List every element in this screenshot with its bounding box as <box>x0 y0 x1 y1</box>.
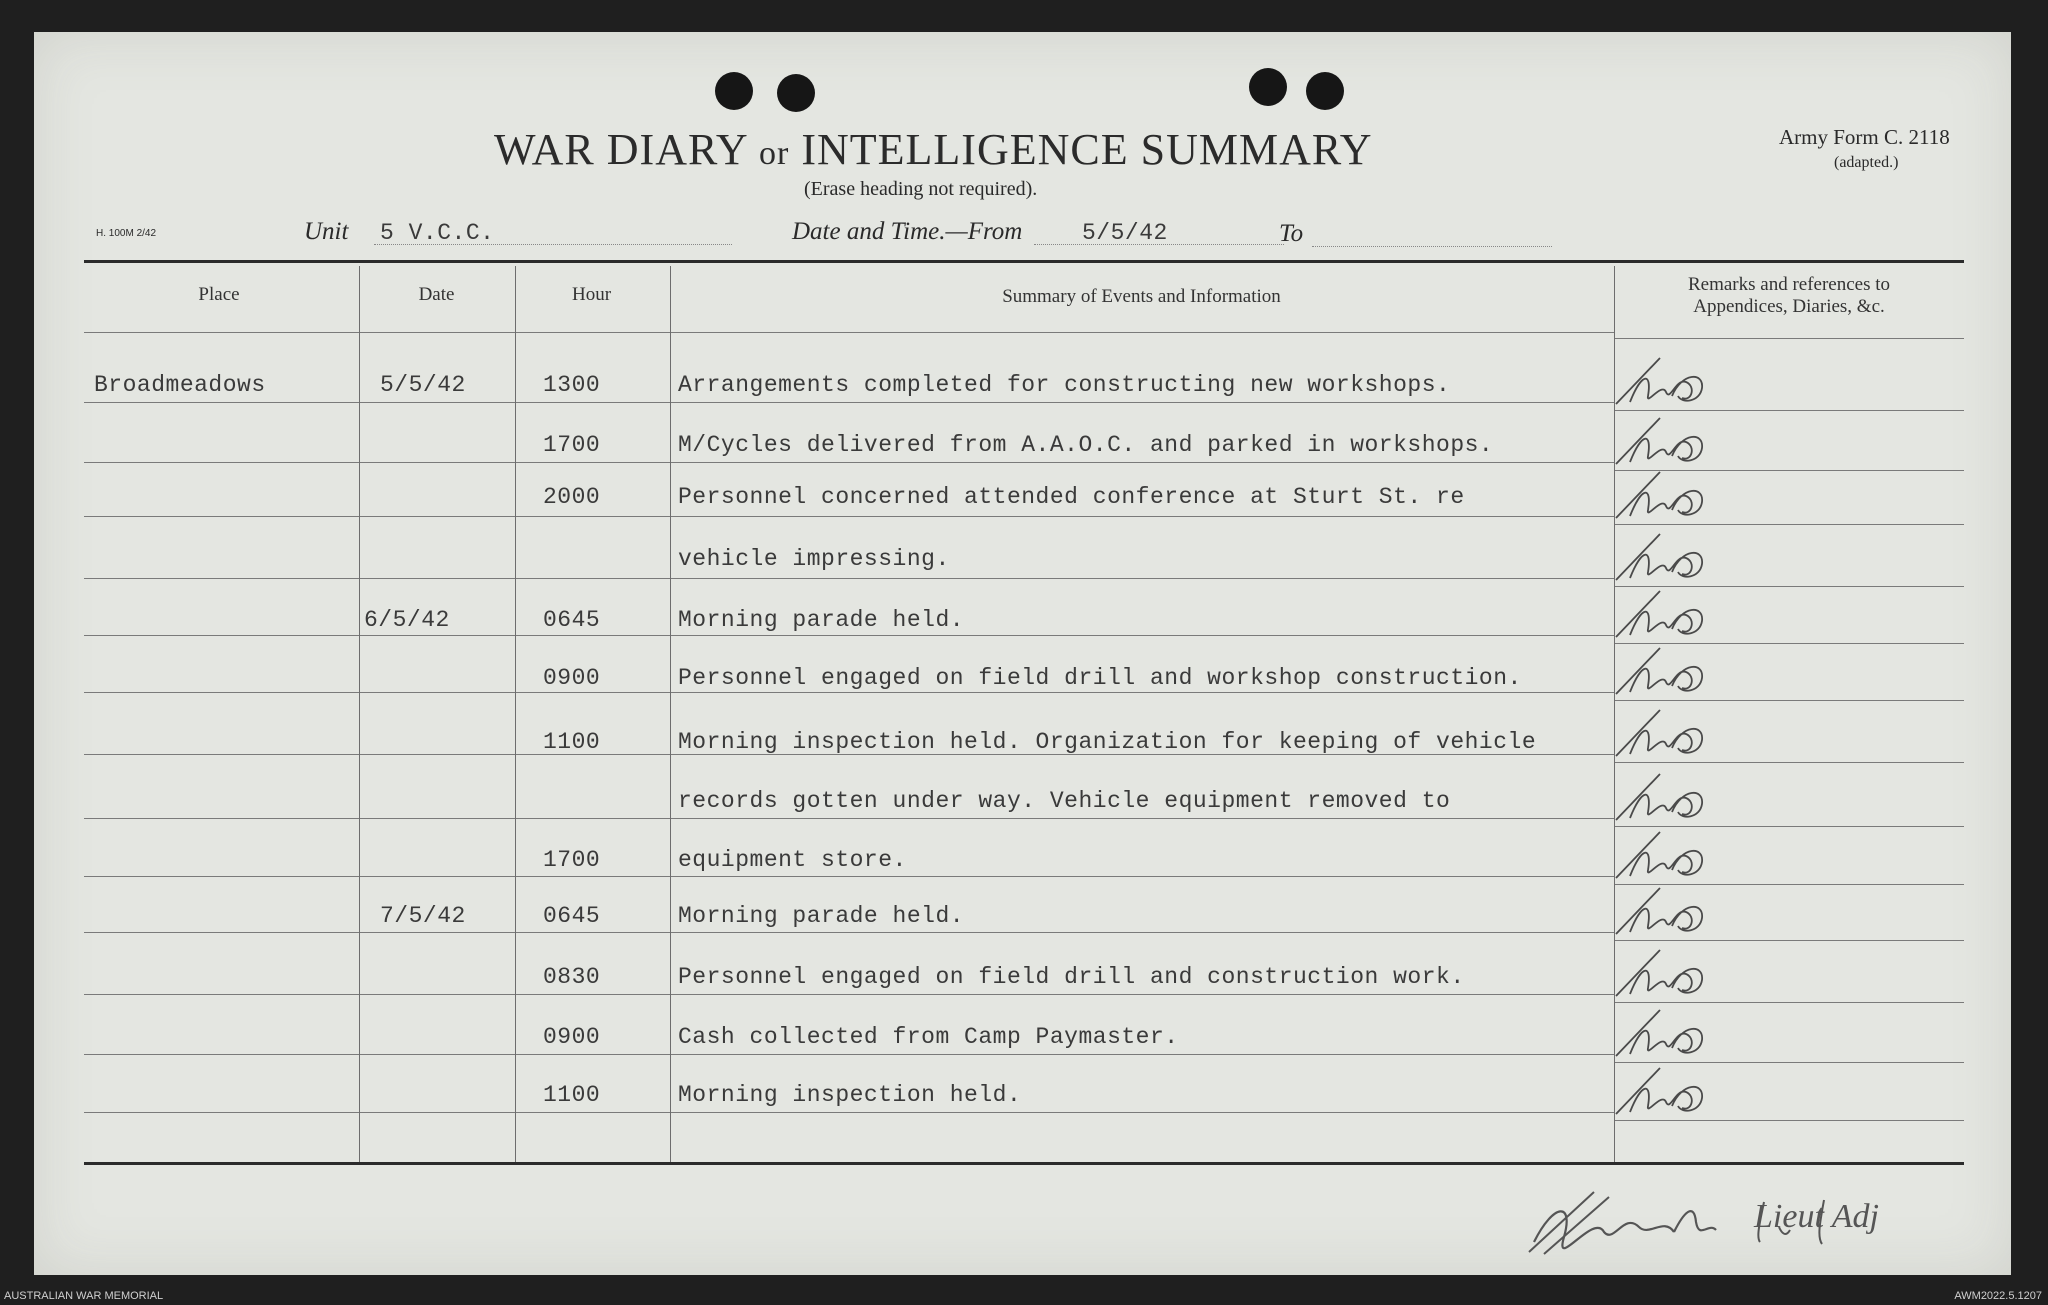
column-divider <box>670 266 671 1162</box>
ruled-line <box>671 818 1614 819</box>
to-label: To <box>1279 220 1304 247</box>
entry-hour: 0830 <box>543 964 601 990</box>
ruled-line <box>360 692 515 693</box>
ruled-line <box>84 692 359 693</box>
ruled-line <box>516 462 670 463</box>
entry-hour: 0645 <box>543 607 601 633</box>
ruled-line <box>84 876 359 877</box>
remark-initials <box>1612 585 1722 645</box>
footer-reference: AWM2022.5.1207 <box>1954 1290 2042 1302</box>
header-underline <box>1615 338 1964 339</box>
header-underline <box>84 332 359 333</box>
entry-hour: 0900 <box>543 1024 601 1050</box>
ruled-line <box>84 578 359 579</box>
entry-text: Cash collected from Camp Paymaster. <box>678 1024 1179 1050</box>
ruled-line <box>84 994 359 995</box>
remark-initials <box>1612 826 1722 886</box>
entry-date: 7/5/42 <box>380 903 466 929</box>
table-top-rule <box>84 260 1964 263</box>
remark-initials <box>1612 352 1722 412</box>
ruled-line <box>671 1112 1614 1113</box>
entry-text: vehicle impressing. <box>678 546 950 572</box>
remark-initials <box>1612 466 1722 526</box>
title-or: or <box>759 135 790 172</box>
ruled-line <box>84 818 359 819</box>
entry-hour: 1300 <box>543 372 601 398</box>
title-part-1: WAR DIARY <box>494 125 748 174</box>
entry-text: Morning parade held. <box>678 607 965 633</box>
entry-text: Arrangements completed for constructing new workshops. <box>678 372 1451 398</box>
entry-hour: 0645 <box>543 903 601 929</box>
ruled-line <box>360 994 515 995</box>
ruled-line <box>360 876 515 877</box>
remark-initials <box>1612 642 1722 702</box>
ruled-line <box>516 876 670 877</box>
remarks-head-line-2: Appendices, Diaries, &c. <box>1693 296 1885 317</box>
ruled-line <box>671 876 1614 877</box>
remark-initials <box>1612 882 1722 942</box>
unit-value: 5 V.C.C. <box>380 220 495 246</box>
entry-hour: 0900 <box>543 665 601 691</box>
punch-hole <box>1249 68 1287 106</box>
ruled-line <box>84 516 359 517</box>
ruled-line <box>671 1054 1614 1055</box>
entry-text: Personnel engaged on field drill and construction work. <box>678 964 1465 990</box>
ruled-line <box>84 462 359 463</box>
header-underline <box>360 332 515 333</box>
entry-date: 5/5/42 <box>380 372 466 398</box>
column-head-hour: Hour <box>571 284 612 305</box>
header-underline <box>671 332 1614 333</box>
punch-hole <box>715 72 753 110</box>
entry-hour: 1100 <box>543 1082 601 1108</box>
ruled-line <box>671 754 1614 755</box>
ruled-line <box>516 818 670 819</box>
ruled-line <box>84 754 359 755</box>
entry-text: Personnel engaged on field drill and workshop construction. <box>678 665 1522 691</box>
column-divider <box>515 266 516 1162</box>
footer-credit: AUSTRALIAN WAR MEMORIAL <box>4 1290 164 1302</box>
ruled-line <box>671 932 1614 933</box>
form-note: (adapted.) <box>1834 154 1899 171</box>
remarks-head-line-1: Remarks and references to <box>1687 274 1891 295</box>
form-subtitle: (Erase heading not required). <box>804 178 1038 200</box>
entry-hour: 2000 <box>543 484 601 510</box>
ruled-line <box>516 1112 670 1113</box>
form-title <box>494 124 1373 175</box>
ruled-line <box>671 516 1614 517</box>
ruled-line <box>516 578 670 579</box>
ruled-line <box>516 994 670 995</box>
ruled-line <box>84 635 359 636</box>
entry-hour: 1700 <box>543 432 601 458</box>
ruled-line <box>516 754 670 755</box>
punch-hole <box>1306 72 1344 110</box>
remark-initials <box>1612 768 1722 828</box>
remark-initials <box>1612 412 1722 472</box>
ruled-line <box>360 462 515 463</box>
remark-initials <box>1612 1062 1722 1122</box>
ruled-line <box>84 1054 359 1055</box>
ruled-line <box>360 635 515 636</box>
column-head-date: Date <box>418 284 455 305</box>
column-head-place: Place <box>198 284 240 305</box>
ruled-line <box>671 692 1614 693</box>
remark-initials <box>1612 528 1722 588</box>
ruled-line <box>671 994 1614 995</box>
ruled-line <box>516 932 670 933</box>
datetime-label: Date and Time.—From <box>792 218 1023 245</box>
entry-date: 6/5/42 <box>364 607 450 633</box>
column-divider <box>359 266 360 1162</box>
entry-text: M/Cycles delivered from A.A.O.C. and parked in workshops. <box>678 432 1494 458</box>
header-underline <box>516 332 670 333</box>
signature-text: Lieut Adj <box>1754 1198 1879 1235</box>
title-part-2: INTELLIGENCE SUMMARY <box>801 125 1373 174</box>
ruled-line <box>516 516 670 517</box>
ruled-line <box>84 402 359 403</box>
to-dotted-line <box>1312 246 1552 247</box>
ruled-line <box>516 1054 670 1055</box>
ruled-line <box>360 516 515 517</box>
entry-hour: 1700 <box>543 847 601 873</box>
remark-initials <box>1612 1004 1722 1064</box>
entry-hour: 1100 <box>543 729 601 755</box>
entry-text: Morning parade held. <box>678 903 965 929</box>
form-number: Army Form C. 2118 <box>1779 125 1950 149</box>
ruled-line <box>516 402 670 403</box>
from-value: 5/5/42 <box>1082 220 1168 246</box>
ruled-line <box>671 402 1614 403</box>
remark-initials <box>1612 944 1722 1004</box>
ruled-line <box>360 1054 515 1055</box>
remark-initials <box>1612 704 1722 764</box>
ruled-line <box>84 932 359 933</box>
punch-hole <box>777 74 815 112</box>
column-head-summary: Summary of Events and Information <box>1002 286 1281 307</box>
print-code: H. 100M 2/42 <box>96 228 157 239</box>
ruled-line <box>671 578 1614 579</box>
table-bottom-rule <box>84 1162 1964 1165</box>
entry-text: Morning inspection held. <box>678 1082 1022 1108</box>
ruled-line <box>516 692 670 693</box>
ruled-line <box>360 578 515 579</box>
entry-text: equipment store. <box>678 847 907 873</box>
entry-text: records gotten under way. Vehicle equipment removed to <box>678 788 1451 814</box>
ruled-line <box>360 932 515 933</box>
ruled-line <box>360 754 515 755</box>
ruled-line <box>360 1112 515 1113</box>
ruled-line <box>516 635 670 636</box>
ruled-line <box>360 402 515 403</box>
ruled-line <box>671 635 1614 636</box>
entry-text: Morning inspection held. Organization for keeping of vehicle <box>678 729 1537 755</box>
ruled-line <box>671 462 1614 463</box>
unit-label: Unit <box>304 218 349 245</box>
entry-text: Personnel concerned attended conference at Sturt St. re <box>678 484 1465 510</box>
entry-place: Broadmeadows <box>94 372 266 398</box>
signature-scrawl <box>1524 1182 1944 1262</box>
diary-sheet <box>34 32 2011 1275</box>
column-head-remarks <box>1624 274 1954 318</box>
ruled-line <box>84 1112 359 1113</box>
ruled-line <box>360 818 515 819</box>
